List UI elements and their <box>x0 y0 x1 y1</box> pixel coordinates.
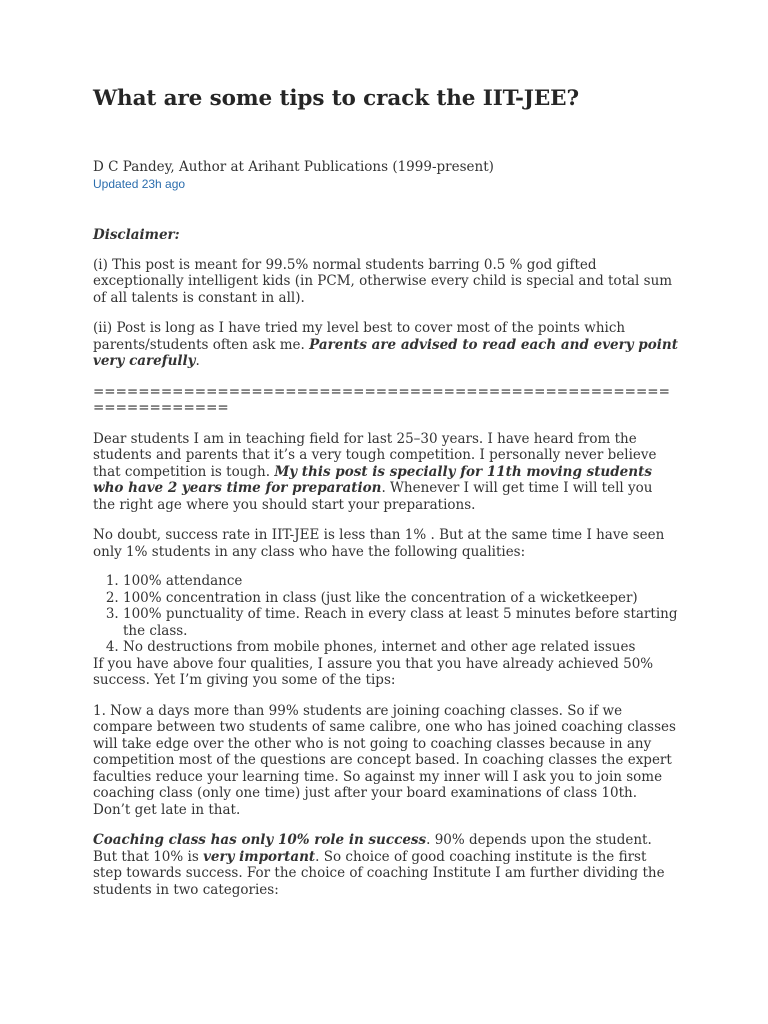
paragraph-text: . <box>195 353 200 369</box>
paragraph-coaching-role <box>93 832 678 898</box>
paragraph-text: . Whenever I will get time I will tell you the right age where you should start your preparations. <box>93 480 653 513</box>
qualities-list <box>93 573 678 656</box>
paragraph-text: . So choice of good coaching institute is the first step towards success. For the choice of coaching Institute I am further dividing the students in two categories: <box>93 848 665 898</box>
emphasis-text: My this post is specially for 11th moving students who have 2 years time for preparation <box>93 463 652 496</box>
paragraph-tip-1: 1. Now a days more than 99% students are joining coaching classes. So if we compare between two students of same calibre, one who has joined coaching classes will take edge over the other who is not going to coaching classes because in any competition most of the questions are concept based. In coaching classes the expert faculties reduce your learning time. So against my inner will I ask you to join some coaching class (only one time) just after your board examinations of class 10th. Don’t get late in that. <box>93 702 676 818</box>
list-item: 3. 100% punctuality of time. Reach in every class at least 5 minutes before starting the class. <box>123 606 678 639</box>
paragraph-assurance: If you have above four qualities, I assure you that you have already achieved 50% success. Yet I’m giving you some of the tips: <box>93 655 654 688</box>
list-item: 4. No destructions from mobile phones, internet and other age related issues <box>123 639 678 656</box>
updated-timestamp[interactable]: Updated 23h ago <box>93 177 186 191</box>
emphasis-text: very important <box>203 848 316 865</box>
paragraph-text: . 90% depends upon the student. But that 10% is <box>93 832 652 865</box>
emphasis-text: Parents are advised to read each and every point very carefully <box>93 336 678 369</box>
paragraph-text: Dear students I am in teaching field for last 25–30 years. I have heard from the students and parents that it’s a very tough competition. I personally never believe that competition is tough. <box>93 430 657 480</box>
list-item: 2. 100% concentration in class (just like the concentration of a wicketkeeper) <box>123 590 678 607</box>
separator-line: =============================================================== <box>93 383 670 416</box>
document-page <box>93 84 678 898</box>
question-title: What are some tips to crack the IIT-JEE? <box>93 86 579 111</box>
author-credential[interactable]: D C Pandey, Author at Arihant Publications (1999-present) <box>93 159 494 175</box>
emphasis-text: Coaching class has only 10% role in success <box>93 832 427 848</box>
paragraph-intro <box>93 431 678 514</box>
list-item: 1. 100% attendance <box>123 573 678 590</box>
paragraph-disclaimer-1: (i) This post is meant for 99.5% normal students barring 0.5 % god gifted exceptionally intelligent kids (in PCM, otherwise every child is special and total sum of all talents is constant in all). <box>93 256 673 306</box>
paragraph-disclaimer-2 <box>93 320 678 370</box>
paragraph-success-rate: No doubt, success rate in IIT-JEE is less than 1% . But at the same time I have seen only 1% students in any class who have the following qualities: <box>93 527 665 560</box>
disclaimer-heading: Disclaimer: <box>93 227 180 243</box>
paragraph-text: (ii) Post is long as I have tried my level best to cover most of the points which parents/students often ask me. <box>93 320 626 353</box>
